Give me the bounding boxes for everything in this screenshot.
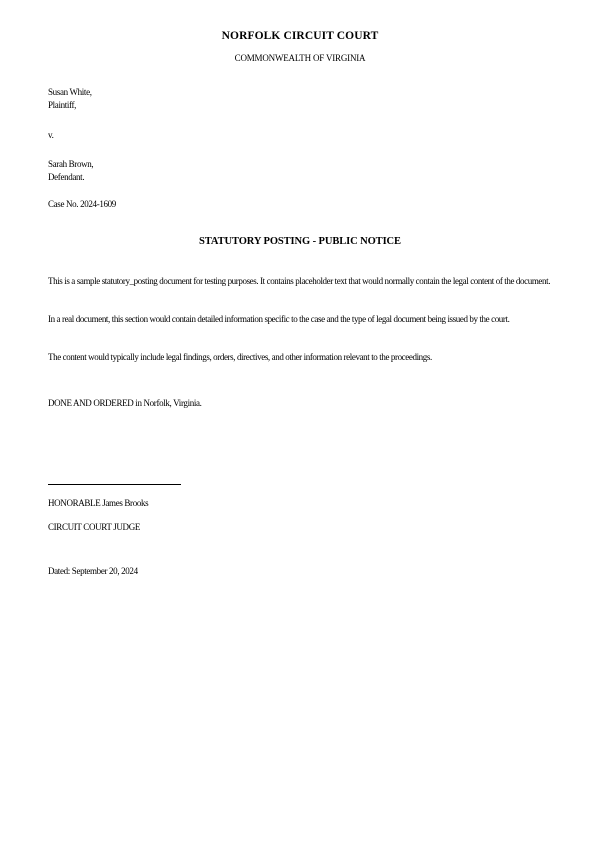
- closing-statement: DONE AND ORDERED in Norfolk, Virginia.: [48, 398, 202, 408]
- body-paragraph-2: In a real document, this section would contain detailed information specific to the case and the type of legal document being issued by the court.: [48, 314, 510, 324]
- versus-label: v.: [48, 130, 54, 140]
- jurisdiction: COMMONWEALTH OF VIRGINIA: [234, 53, 366, 63]
- case-number: Case No. 2024-1609: [48, 199, 116, 209]
- plaintiff-role: Plaintiff,: [48, 100, 77, 110]
- judge-title: CIRCUIT COURT JUDGE: [48, 522, 140, 532]
- document-title: STATUTORY POSTING - PUBLIC NOTICE: [199, 236, 401, 247]
- signature-line: [48, 484, 181, 485]
- defendant-role: Defendant.: [48, 172, 85, 182]
- defendant-name: Sarah Brown,: [48, 159, 94, 169]
- judge-name: HONORABLE James Brooks: [48, 498, 149, 508]
- dated-line: Dated: September 20, 2024: [48, 566, 138, 576]
- body-paragraph-3: The content would typically include legal findings, orders, directives, and other information relevant to the proceedings.: [48, 352, 432, 362]
- court-name: NORFOLK CIRCUIT COURT: [221, 30, 379, 42]
- plaintiff-name: Susan White,: [48, 87, 92, 97]
- body-paragraph-1: This is a sample statutory_posting document for testing purposes. It contains placeholder text that would normally contain the legal content of the document.: [48, 276, 551, 286]
